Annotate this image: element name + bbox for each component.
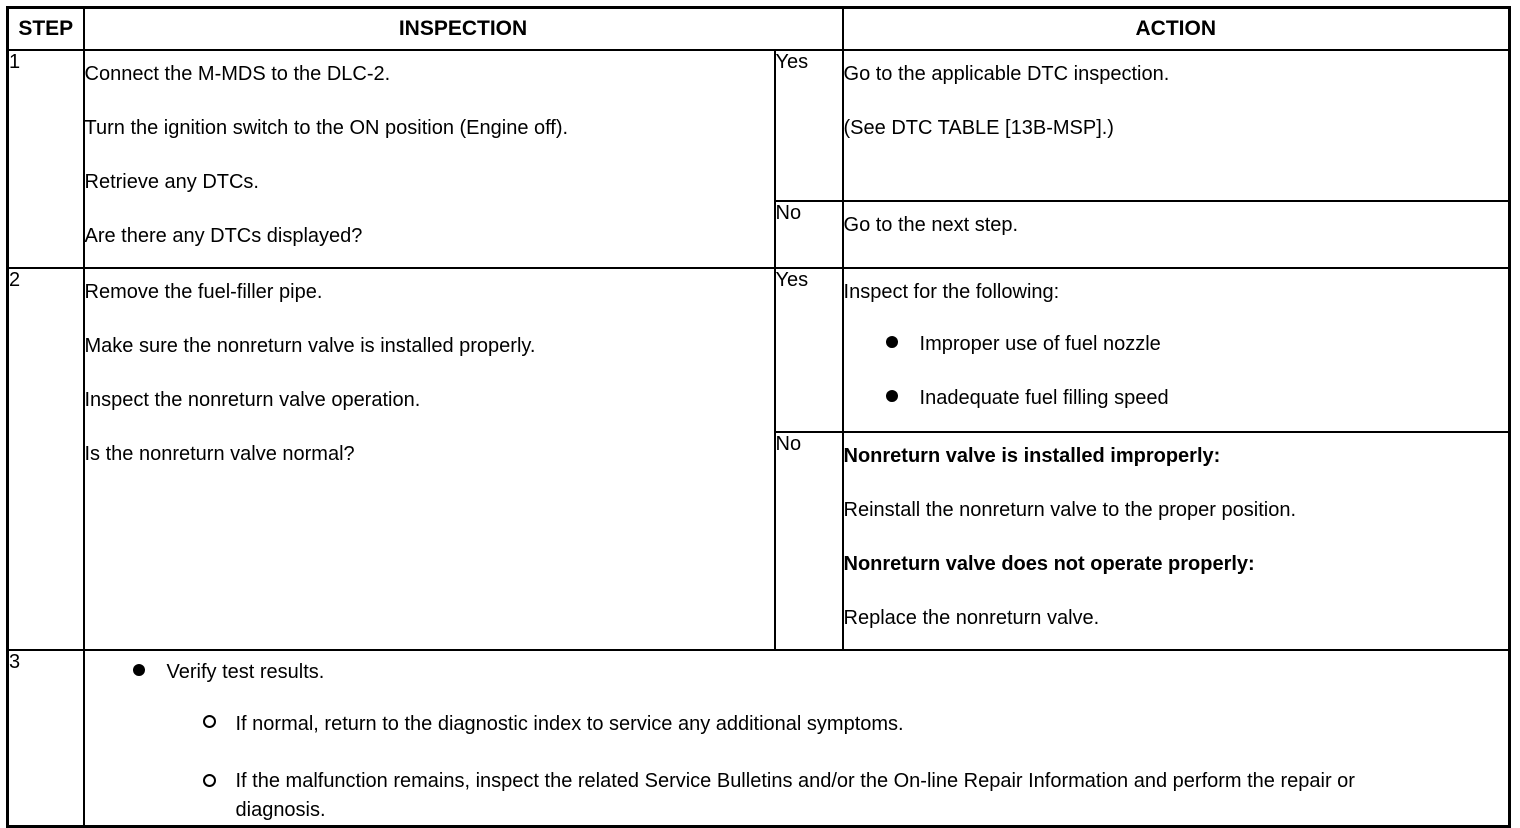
header-inspection: INSPECTION [84, 8, 843, 51]
action-line: Replace the nonreturn valve. [843, 607, 1100, 629]
yes-label: Yes [775, 268, 843, 432]
step-number: 3 [8, 650, 84, 827]
bullet-item [844, 377, 1509, 431]
action-line: Reinstall the nonreturn valve to the proper position. [843, 499, 1297, 521]
bullet-text: Verify test results. [166, 661, 325, 683]
bullet-text: Improper use of fuel nozzle [919, 333, 1161, 355]
yes-label: Yes [775, 50, 843, 201]
inspection-line: Retrieve any DTCs. [84, 171, 259, 193]
inspection-line: Inspect the nonreturn valve operation. [84, 389, 421, 411]
action-line: Inspect for the following: [843, 281, 1060, 303]
sub-bullet-text: If the malfunction remains, inspect the related Service Bulletins and/or the On-line Repair Information and perform the repair or diagnosis. [235, 770, 1355, 821]
action-line: (See DTC TABLE [13B-MSP].) [843, 117, 1114, 139]
inspection-line: Make sure the nonreturn valve is installed properly. [84, 335, 536, 357]
step-number: 2 [8, 268, 84, 650]
sub-bullet-item [85, 757, 1509, 825]
step-1-yes-row [8, 50, 1510, 201]
diagnostic-table [6, 6, 1511, 828]
step-2-yes-row [8, 268, 1510, 432]
action-line: Nonreturn valve is installed improperly: [843, 445, 1221, 467]
step-number: 1 [8, 50, 84, 268]
inspection-line: Remove the fuel-filler pipe. [84, 281, 323, 303]
step-3-content [84, 650, 1510, 827]
step-2-yes-action [843, 268, 1510, 432]
header-action: ACTION [843, 8, 1510, 51]
no-label: No [775, 201, 843, 268]
action-line: Go to the applicable DTC inspection. [843, 63, 1170, 85]
step-1-yes-action [843, 50, 1510, 201]
inspection-line: Is the nonreturn valve normal? [84, 443, 355, 465]
step-2-inspection [84, 268, 775, 650]
sub-bullet-item [85, 703, 1509, 757]
inspection-line: Are there any DTCs displayed? [84, 225, 363, 247]
bullet-item [85, 651, 1509, 703]
bullet-icon [133, 664, 145, 676]
action-line: Go to the next step. [843, 213, 1019, 236]
header-row [8, 8, 1510, 51]
step-3-row [8, 650, 1510, 827]
inspection-line: Turn the ignition switch to the ON position (Engine off). [84, 117, 569, 139]
circle-bullet-icon [203, 715, 216, 728]
step-1-inspection [84, 50, 775, 268]
step-1-no-action [843, 201, 1510, 268]
header-step: STEP [8, 8, 84, 51]
bullet-text: Inadequate fuel filling speed [919, 387, 1169, 409]
step-2-no-action [843, 432, 1510, 650]
action-line: Nonreturn valve does not operate properly: [843, 553, 1255, 575]
bullet-item [844, 323, 1509, 377]
circle-bullet-icon [203, 774, 216, 787]
inspection-line: Connect the M-MDS to the DLC-2. [84, 63, 391, 85]
bullet-icon [886, 390, 898, 402]
sub-bullet-text: If normal, return to the diagnostic index to service any additional symptoms. [235, 713, 904, 735]
no-label: No [775, 432, 843, 650]
bullet-icon [886, 336, 898, 348]
